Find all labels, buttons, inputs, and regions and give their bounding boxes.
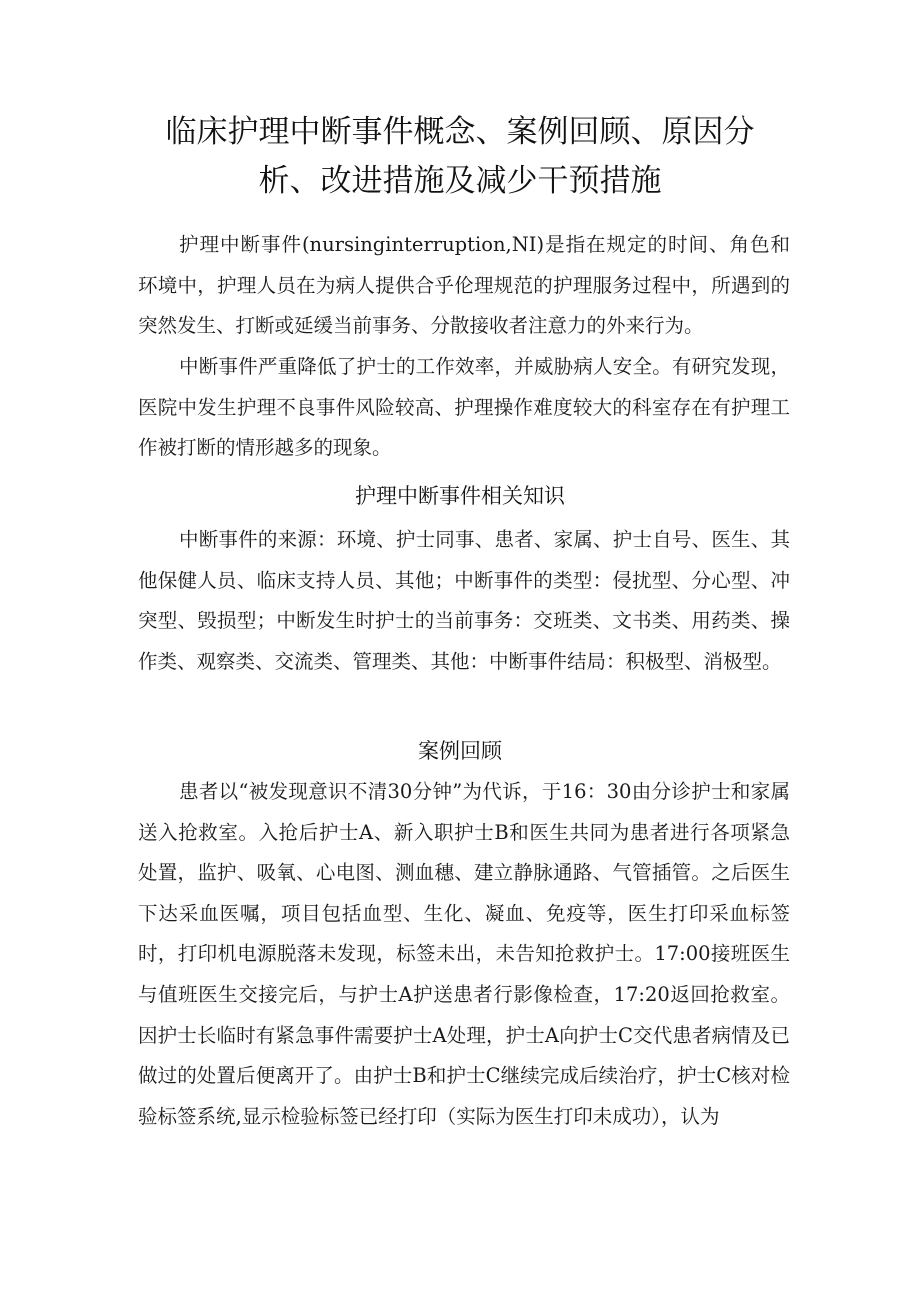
intro-paragraph-2: 中断事件严重降低了护士的工作效率，并威胁病人安全。有研究发现，医院中发生护理不良事件风险较高、护理操作难度较大的科室存在有护理工作被打断的情形越多的现象。: [138, 355, 790, 460]
document-title-line-1: 临床护理中断事件概念、案例回顾、原因分: [165, 114, 755, 150]
document-title-line-2: 析、改进措施及减少干预措施: [258, 163, 662, 199]
section-2-paragraph: 患者以“被发现意识不清30分钟”为代诉，于16：30由分诊护士和家属送入抢救室。入抢后护士A、新入职护士B和医生共同为患者进行各项紧急处置，监护、吸氧、心电图、测血穗、建立静脉通路、气管插管。之后医生下达采血医嘱，项目包括血型、生化、凝血、免疫等，医生打印采血标签时，打印机电源脱落未发现，标签未出，未告知抢救护士。17:00接班医生与值班医生交接完后，与护士A护送患者行影像检查，17:20返回抢救室。因护士长临时有紧急事件需要护士A处理，护士A向护士C交代患者病情及已做过的处置后便离开了。由护士B和护士C继续完成后续治疗，护士C核对检验标签系统,显示检验标签已经打印（实际为医生打印未成功），认为: [138, 780, 790, 1128]
intro-paragraph-1: 护理中断事件(nursinginterruption,NI)是指在规定的时间、角色和环境中，护理人员在为病人提供合乎伦理规范的护理服务过程中，所遇到的突然发生、打断或延缓当前事务、分散接收者注意力的外来行为。: [138, 233, 790, 338]
section-heading-case-review: 案例回顾: [418, 739, 502, 763]
section-heading-related-knowledge: 护理中断事件相关知识: [355, 484, 565, 508]
section-1-paragraph: 中断事件的来源：环境、护士同事、患者、家属、护士自号、医生、其他保健人员、临床支持人员、其他；中断事件的类型：侵扰型、分心型、冲突型、毁损型；中断发生时护士的当前事务：交班类、文书类、用药类、操作类、观察类、交流类、管理类、其他：中断事件结局：积极型、消极型。: [138, 528, 790, 673]
